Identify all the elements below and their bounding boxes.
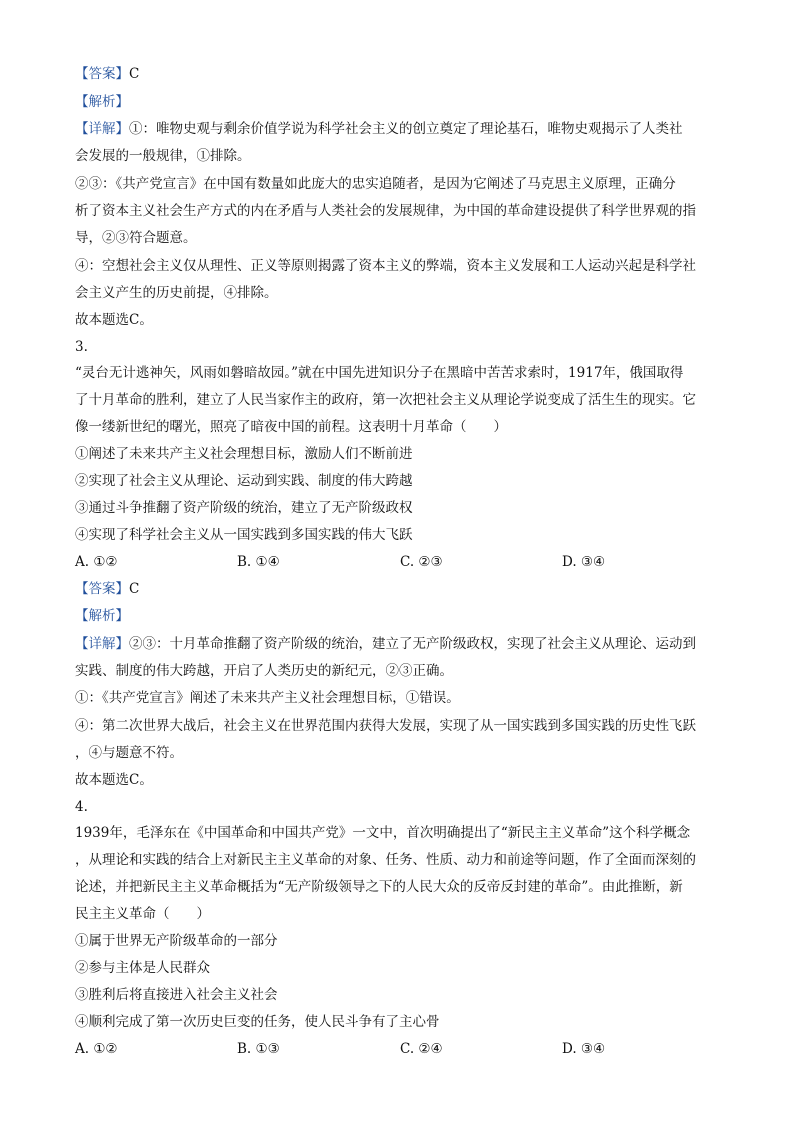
question-stem: 论述，并把新民主主义革命概括为“无产阶级领导之下的人民大众的反帝反封建的革命”。由此推断，新 xyxy=(75,879,683,895)
answer-line xyxy=(75,65,725,83)
option-b: B. ①④ xyxy=(237,554,280,570)
option-d: D. ③④ xyxy=(562,554,606,570)
detail-line: 会主义产生的历史前提，④排除。 xyxy=(75,285,278,301)
option-b: B. ①③ xyxy=(237,1041,280,1057)
question-stem: 像一缕新世纪的曙光，照亮了暗夜中国的前程。这表明十月革命（ ） xyxy=(75,419,507,435)
answer-line xyxy=(75,580,725,598)
detail-line: 会发展的一般规律，①排除。 xyxy=(75,148,251,164)
question-stem: ，从理论和实践的结合上对新民主主义革命的对象、任务、性质、动力和前途等问题，作了全面而深刻的 xyxy=(75,852,696,868)
statement: ④实现了科学社会主义从一国实践到多国实践的伟大飞跃 xyxy=(75,527,413,543)
answer-value: C xyxy=(129,581,140,597)
detail-line: ①：《共产党宣言》阐述了未来共产主义社会理想目标，①错误。 xyxy=(75,690,460,706)
detail-tag: 【详解】 xyxy=(75,121,129,137)
statement: ①属于世界无产阶级革命的一部分 xyxy=(75,933,278,949)
statement: ①阐述了未来共产主义社会理想目标，激励人们不断前进 xyxy=(75,446,413,462)
conclusion-line: 故本题选C。 xyxy=(75,772,153,788)
detail-line: 导，②③符合题意。 xyxy=(75,230,197,246)
detail-line: ④：第二次世界大战后，社会主义在世界范围内获得大发展，实现了从一国实践到多国实践的历史性飞跃 xyxy=(75,718,696,734)
answer-value: C xyxy=(129,66,140,82)
question-stem: 了十月革命的胜利，建立了人民当家作主的政府，第一次把社会主义从理论学说变成了活生生的现实。它 xyxy=(75,392,696,408)
question-stem: “灵台无计逃神矢，风雨如磐暗故园。”就在中国先进知识分子在黑暗中苦苦求索时，1917年，俄国取得 xyxy=(75,365,684,381)
detail-text: ②③：十月革命推翻了资产阶级的统治，建立了无产阶级政权，实现了社会主义从理论、运动到 xyxy=(129,636,696,652)
question-stem: 民主主义革命（ ） xyxy=(75,906,210,922)
option-c: C. ②③ xyxy=(400,554,443,570)
detail-text: ①：唯物史观与剩余价值学说为科学社会主义的创立奠定了理论基石，唯物史观揭示了人类社 xyxy=(129,121,683,137)
detail-line: ④：空想社会主义仅从理性、正义等原则揭露了资本主义的弊端，资本主义发展和工人运动兴起是科学社 xyxy=(75,258,696,274)
conclusion-line: 故本题选C。 xyxy=(75,312,153,328)
question-number: 4. xyxy=(75,799,88,815)
option-a: A. ①② xyxy=(75,1041,118,1057)
detail-line: 实践、制度的伟大跨越，开启了人类历史的新纪元，②③正确。 xyxy=(75,663,453,679)
question-stem: 1939年，毛泽东在《中国革命和中国共产党》一文中，首次明确提出了“新民主主义革命”这个科学概念 xyxy=(75,825,691,841)
detail-line: ，④与题意不符。 xyxy=(75,745,183,761)
statement: ②参与主体是人民群众 xyxy=(75,960,210,976)
statement: ③通过斗争推翻了资产阶级的统治，建立了无产阶级政权 xyxy=(75,500,413,516)
statement: ②实现了社会主义从理论、运动到实践、制度的伟大跨越 xyxy=(75,473,413,489)
detail-line xyxy=(75,120,725,138)
detail-line: ②③：《共产党宣言》在中国有数量如此庞大的忠实追随者，是因为它阐述了马克思主义原理，正确分 xyxy=(75,176,676,192)
option-a: A. ①② xyxy=(75,554,118,570)
option-d: D. ③④ xyxy=(562,1041,606,1057)
analysis-tag: 【解析】 xyxy=(75,608,129,624)
detail-line xyxy=(75,635,725,653)
detail-line: 析了资本主义社会生产方式的内在矛盾与人类社会的发展规律，为中国的革命建设提供了科学世界观的指 xyxy=(75,203,696,219)
option-c: C. ②④ xyxy=(400,1041,443,1057)
statement: ④顺利完成了第一次历史巨变的任务，使人民斗争有了主心骨 xyxy=(75,1014,440,1030)
answer-tag: 【答案】 xyxy=(75,581,129,597)
statement: ③胜利后将直接进入社会主义社会 xyxy=(75,987,278,1003)
question-number: 3. xyxy=(75,339,88,355)
answer-tag: 【答案】 xyxy=(75,66,129,82)
detail-tag: 【详解】 xyxy=(75,636,129,652)
analysis-tag: 【解析】 xyxy=(75,94,129,110)
